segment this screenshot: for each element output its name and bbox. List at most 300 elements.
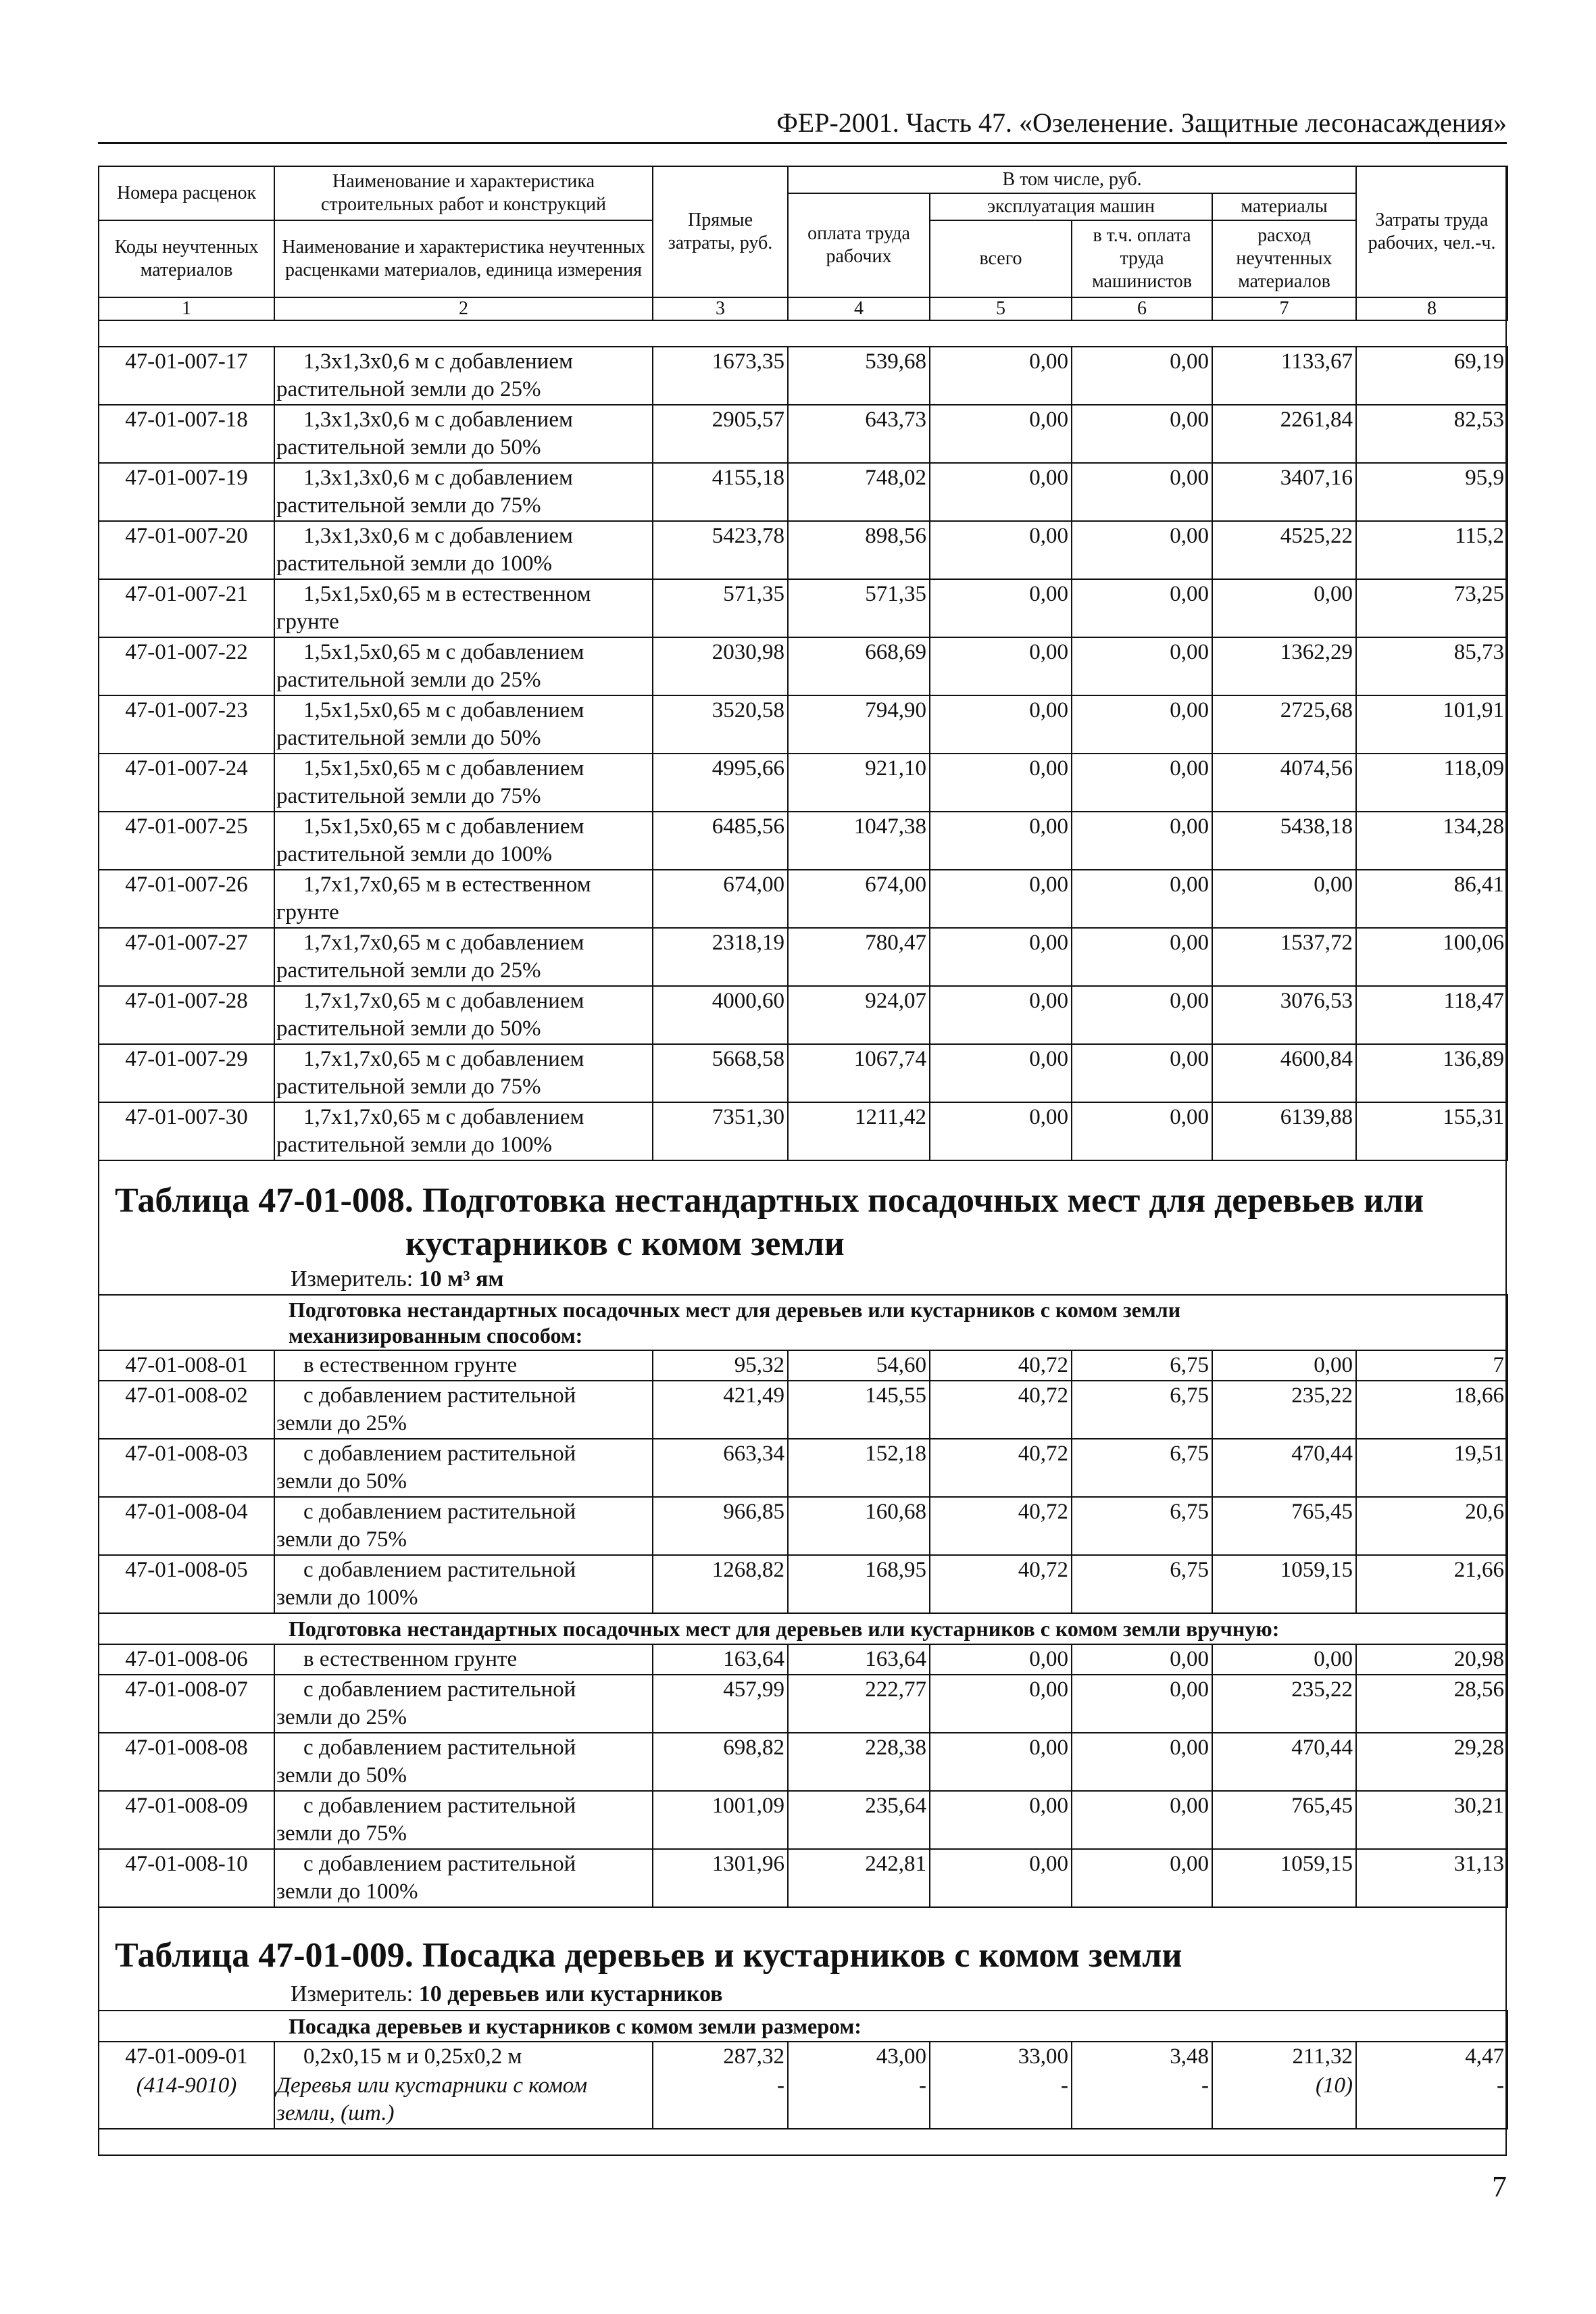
work-name-line1: 1,3х1,3х0,6 м с добавлением xyxy=(303,349,573,374)
group-heading-line2: механизированным способом: xyxy=(289,1323,583,1348)
measure-label: Измеритель: xyxy=(291,1981,414,2007)
work-name xyxy=(274,870,653,928)
work-name-line2: земли до 50% xyxy=(276,1469,407,1494)
labor-hours: 4,47 xyxy=(1356,2042,1507,2071)
machinists-pay: 0,00 xyxy=(1072,1675,1212,1733)
labor-cost: 748,02 xyxy=(788,463,930,521)
col8-header: Затраты труда рабочих, чел.-ч. xyxy=(1356,166,1507,297)
labor-hours: 30,21 xyxy=(1356,1791,1507,1849)
index-cell: 2 xyxy=(274,297,653,320)
col2-bottom-header: Наименование и характеристика неучтенных расценками материалов, единица измерения xyxy=(274,220,653,297)
work-name-line2: растительной земли до 25% xyxy=(276,958,541,983)
running-header: ФЕР-2001. Часть 47. «Озеленение. Защитные лесонасаждения» xyxy=(776,107,1507,138)
machinists-pay: 0,00 xyxy=(1072,1791,1212,1849)
machinists-pay: 0,00 xyxy=(1072,1102,1212,1160)
material-name-line2: земли, (шт.) xyxy=(276,2101,395,2125)
materials-cost: 1059,15 xyxy=(1212,1849,1356,1907)
labor-cost: 898,56 xyxy=(788,521,930,579)
materials-cost: 765,45 xyxy=(1212,1791,1356,1849)
materials-cost: 0,00 xyxy=(1212,870,1356,928)
work-name-line1: 1,7х1,7х0,65 м с добавлением xyxy=(303,1105,584,1129)
work-name xyxy=(274,754,653,812)
direct-cost: 421,49 xyxy=(653,1381,788,1439)
table-row xyxy=(99,1733,1507,1791)
rate-code: 47-01-007-29 xyxy=(99,1044,274,1102)
labor-cost: 168,95 xyxy=(788,1555,930,1613)
work-name xyxy=(274,637,653,695)
table-row xyxy=(99,1791,1507,1849)
machines-total: 40,72 xyxy=(930,1350,1072,1381)
work-name-line2: растительной земли до 50% xyxy=(276,726,541,750)
rate-code: 47-01-008-10 xyxy=(99,1849,274,1907)
work-name-line1: 1,7х1,7х0,65 м в естественном xyxy=(303,872,591,897)
table-008-title-line1: Таблица 47-01-008. Подготовка нестандартных посадочных мест для деревьев или xyxy=(115,1181,1424,1220)
work-name-line1: 1,5х1,5х0,65 м в естественном xyxy=(303,582,591,606)
rate-code: 47-01-008-07 xyxy=(99,1675,274,1733)
materials-cost: 3407,16 xyxy=(1212,463,1356,521)
materials-cost: 0,00 xyxy=(1212,1350,1356,1381)
table-row xyxy=(99,1350,1507,1381)
rate-code: 47-01-007-18 xyxy=(99,405,274,463)
materials-cost: 235,22 xyxy=(1212,1381,1356,1439)
machinists-pay: 0,00 xyxy=(1072,986,1212,1044)
rate-code: 47-01-008-08 xyxy=(99,1733,274,1791)
machines-total: 0,00 xyxy=(930,1791,1072,1849)
work-name-line2: земли до 100% xyxy=(276,1585,418,1610)
machines-total: 0,00 xyxy=(930,405,1072,463)
labor-hours: 20,98 xyxy=(1356,1644,1507,1675)
work-name-line2: земли до 50% xyxy=(276,1763,407,1788)
labor-hours: 31,13 xyxy=(1356,1849,1507,1907)
labor-cost: 1067,74 xyxy=(788,1044,930,1102)
machines-total: 0,00 xyxy=(930,870,1072,928)
machinists-pay: 0,00 xyxy=(1072,1644,1212,1675)
machinists-pay: 0,00 xyxy=(1072,405,1212,463)
direct-cost: 457,99 xyxy=(653,1675,788,1733)
work-name xyxy=(274,1439,653,1497)
work-name-line1: с добавлением растительной xyxy=(303,1558,576,1582)
labor-hours: 118,09 xyxy=(1356,754,1507,812)
direct-cost: 674,00 xyxy=(653,870,788,928)
work-name-line1: 1,3х1,3х0,6 м с добавлением xyxy=(303,466,573,490)
work-name-line2: земли до 25% xyxy=(276,1705,407,1729)
table-row xyxy=(99,463,1507,521)
machines-total: 0,00 xyxy=(930,812,1072,870)
material-machinists: - xyxy=(1072,2071,1212,2129)
labor-hours: 20,6 xyxy=(1356,1497,1507,1555)
work-name xyxy=(274,1733,653,1791)
machines-total: 0,00 xyxy=(930,463,1072,521)
work-name-line1: 1,5х1,5х0,65 м с добавлением xyxy=(303,756,584,781)
material-machines: - xyxy=(930,2071,1072,2129)
labor-hours: 134,28 xyxy=(1356,812,1507,870)
labor-hours: 21,66 xyxy=(1356,1555,1507,1613)
labor-cost: 780,47 xyxy=(788,928,930,986)
material-name-line1: Деревья или кустарники с комом xyxy=(276,2073,588,2098)
materials-cost: 1362,29 xyxy=(1212,637,1356,695)
work-name xyxy=(274,695,653,754)
labor-cost: 235,64 xyxy=(788,1791,930,1849)
work-name-line1: 1,3х1,3х0,6 м с добавлением xyxy=(303,408,573,432)
direct-cost: 966,85 xyxy=(653,1497,788,1555)
labor-cost: 643,73 xyxy=(788,405,930,463)
table-row xyxy=(99,579,1507,637)
labor-cost: 163,64 xyxy=(788,1644,930,1675)
index-cell: 3 xyxy=(653,297,788,320)
direct-cost: 7351,30 xyxy=(653,1102,788,1160)
machines-total: 0,00 xyxy=(930,754,1072,812)
labor-cost: 43,00 xyxy=(788,2042,930,2071)
rate-code: 47-01-008-03 xyxy=(99,1439,274,1497)
rate-code: 47-01-008-04 xyxy=(99,1497,274,1555)
direct-cost: 571,35 xyxy=(653,579,788,637)
table-47-01-008 xyxy=(98,1294,1508,1908)
direct-cost: 6485,56 xyxy=(653,812,788,870)
labor-cost: 228,38 xyxy=(788,1733,930,1791)
rate-code: 47-01-008-05 xyxy=(99,1555,274,1613)
work-name xyxy=(274,347,653,405)
machinists-pay: 0,00 xyxy=(1072,695,1212,754)
labor-cost: 794,90 xyxy=(788,695,930,754)
machines-total: 40,72 xyxy=(930,1381,1072,1439)
labor-cost: 54,60 xyxy=(788,1350,930,1381)
table-008-title-line2: кустарников с комом земли xyxy=(405,1225,845,1263)
work-name-line2: земли до 25% xyxy=(276,1411,407,1435)
table-row xyxy=(99,637,1507,695)
work-name xyxy=(274,521,653,579)
labor-cost: 571,35 xyxy=(788,579,930,637)
index-cell: 6 xyxy=(1072,297,1212,320)
labor-cost: 921,10 xyxy=(788,754,930,812)
machines-total: 0,00 xyxy=(930,1044,1072,1102)
work-name xyxy=(274,2042,653,2071)
work-name xyxy=(274,1044,653,1102)
measure-label: Измеритель: xyxy=(291,1266,414,1291)
table-009-measure xyxy=(291,1980,723,2009)
machinists-pay: 6,75 xyxy=(1072,1381,1212,1439)
machinists-pay: 6,75 xyxy=(1072,1350,1212,1381)
work-name xyxy=(274,1497,653,1555)
col1-bottom-header: Коды неучтенных материалов xyxy=(99,220,274,297)
labor-cost: 674,00 xyxy=(788,870,930,928)
direct-cost: 5668,58 xyxy=(653,1044,788,1102)
machines-total: 0,00 xyxy=(930,347,1072,405)
direct-cost: 95,32 xyxy=(653,1350,788,1381)
machinists-pay: 0,00 xyxy=(1072,928,1212,986)
work-name-line2: растительной земли до 75% xyxy=(276,493,541,518)
index-cell: 5 xyxy=(930,297,1072,320)
rate-code: 47-01-009-01 xyxy=(99,2042,274,2071)
material-name xyxy=(274,2071,653,2129)
direct-cost: 2318,19 xyxy=(653,928,788,986)
machines-total: 0,00 xyxy=(930,1849,1072,1907)
work-name-line1: с добавлением растительной xyxy=(303,1677,576,1702)
table-row xyxy=(99,1044,1507,1102)
machines-total: 0,00 xyxy=(930,521,1072,579)
table-row xyxy=(99,986,1507,1044)
labor-hours: 82,53 xyxy=(1356,405,1507,463)
labor-hours: 136,89 xyxy=(1356,1044,1507,1102)
machines-total: 0,00 xyxy=(930,695,1072,754)
work-name xyxy=(274,463,653,521)
table-row xyxy=(99,1497,1507,1555)
rate-code: 47-01-008-02 xyxy=(99,1381,274,1439)
rate-code: 47-01-007-21 xyxy=(99,579,274,637)
work-name-line2: земли до 75% xyxy=(276,1527,407,1552)
machines-total: 0,00 xyxy=(930,1733,1072,1791)
work-name-line2: растительной земли до 100% xyxy=(276,842,553,866)
measure-value: 10 деревьев или кустарников xyxy=(418,1981,723,2007)
column-header-table xyxy=(98,166,1508,321)
page-number: 7 xyxy=(1492,2170,1507,2203)
labor-cost: 539,68 xyxy=(788,347,930,405)
materials-cost: 2261,84 xyxy=(1212,405,1356,463)
machinists-pay: 6,75 xyxy=(1072,1439,1212,1497)
work-name-line1: с добавлением растительной xyxy=(303,1794,576,1818)
materials-cost: 2725,68 xyxy=(1212,695,1356,754)
direct-cost: 4995,66 xyxy=(653,754,788,812)
direct-cost: 163,64 xyxy=(653,1644,788,1675)
machines-group-header: эксплуатация машин xyxy=(930,193,1212,220)
machines-total: 0,00 xyxy=(930,1675,1072,1733)
materials-cost: 6139,88 xyxy=(1212,1102,1356,1160)
work-name xyxy=(274,579,653,637)
work-name-line1: 1,7х1,7х0,65 м с добавлением xyxy=(303,931,584,955)
labor-hours: 7 xyxy=(1356,1350,1507,1381)
col6-header: в т.ч. оплата труда машинистов xyxy=(1072,220,1212,297)
work-name xyxy=(274,812,653,870)
table-008-group-mechanized xyxy=(99,1295,1507,1350)
work-name-line2: растительной земли до 50% xyxy=(276,1016,541,1041)
direct-cost: 663,34 xyxy=(653,1439,788,1497)
direct-cost: 2030,98 xyxy=(653,637,788,695)
rate-code: 47-01-008-01 xyxy=(99,1350,274,1381)
labor-cost: 1211,42 xyxy=(788,1102,930,1160)
index-cell: 1 xyxy=(99,297,274,320)
labor-hours: 69,19 xyxy=(1356,347,1507,405)
work-name-line1: 1,7х1,7х0,65 м с добавлением xyxy=(303,989,584,1013)
table-row xyxy=(99,1555,1507,1613)
included-costs-header: В том числе, руб. xyxy=(788,166,1356,193)
labor-cost: 222,77 xyxy=(788,1675,930,1733)
labor-cost: 145,55 xyxy=(788,1381,930,1439)
materials-cost: 4074,56 xyxy=(1212,754,1356,812)
material-direct: - xyxy=(653,2071,788,2129)
machinists-pay: 0,00 xyxy=(1072,1849,1212,1907)
materials-cost: 765,45 xyxy=(1212,1497,1356,1555)
work-name xyxy=(274,986,653,1044)
labor-hours: 101,91 xyxy=(1356,695,1507,754)
machinists-pay: 6,75 xyxy=(1072,1497,1212,1555)
materials-cost: 4600,84 xyxy=(1212,1044,1356,1102)
rate-code: 47-01-007-23 xyxy=(99,695,274,754)
labor-hours: 115,2 xyxy=(1356,521,1507,579)
work-name xyxy=(274,1555,653,1613)
rate-code: 47-01-007-30 xyxy=(99,1102,274,1160)
labor-hours: 18,66 xyxy=(1356,1381,1507,1439)
col3-header: Прямые затраты, руб. xyxy=(653,166,788,297)
table-row xyxy=(99,695,1507,754)
table-row xyxy=(99,928,1507,986)
work-name xyxy=(274,1102,653,1160)
work-name xyxy=(274,1791,653,1849)
table-47-01-007 xyxy=(98,346,1508,1161)
work-name-line1: 0,2х0,15 м и 0,25х0,2 м xyxy=(303,2044,522,2069)
labor-cost: 1047,38 xyxy=(788,812,930,870)
direct-cost: 2905,57 xyxy=(653,405,788,463)
direct-cost: 1301,96 xyxy=(653,1849,788,1907)
labor-cost: 160,68 xyxy=(788,1497,930,1555)
index-cell: 7 xyxy=(1212,297,1356,320)
labor-cost: 668,69 xyxy=(788,637,930,695)
table-47-01-009 xyxy=(98,2010,1508,2130)
materials-cost: 4525,22 xyxy=(1212,521,1356,579)
materials-cost: 1059,15 xyxy=(1212,1555,1356,1613)
table-008-measure xyxy=(291,1265,504,1294)
rate-code: 47-01-008-06 xyxy=(99,1644,274,1675)
machines-total: 40,72 xyxy=(930,1497,1072,1555)
work-name-line1: с добавлением растительной xyxy=(303,1852,576,1876)
work-name xyxy=(274,928,653,986)
materials-cost: 1133,67 xyxy=(1212,347,1356,405)
machinists-pay: 0,00 xyxy=(1072,347,1212,405)
machines-total: 0,00 xyxy=(930,986,1072,1044)
table-row xyxy=(99,1849,1507,1907)
work-name-line2: растительной земли до 100% xyxy=(276,1133,553,1157)
rate-code: 47-01-007-28 xyxy=(99,986,274,1044)
direct-cost: 1673,35 xyxy=(653,347,788,405)
direct-cost: 4155,18 xyxy=(653,463,788,521)
labor-hours: 19,51 xyxy=(1356,1439,1507,1497)
machinists-pay: 0,00 xyxy=(1072,521,1212,579)
materials-cost: 235,22 xyxy=(1212,1675,1356,1733)
machines-total: 40,72 xyxy=(930,1555,1072,1613)
material-code: (414-9010) xyxy=(99,2071,274,2129)
labor-hours: 95,9 xyxy=(1356,463,1507,521)
work-name xyxy=(274,1644,653,1675)
index-cell: 8 xyxy=(1356,297,1507,320)
material-quantity: (10) xyxy=(1212,2071,1356,2129)
col2-top-header: Наименование и характеристика строительных работ и конструкций xyxy=(274,166,653,220)
table-row xyxy=(99,1644,1507,1675)
work-name-line1: в естественном грунте xyxy=(303,1647,518,1671)
machinists-pay: 0,00 xyxy=(1072,637,1212,695)
rate-code: 47-01-007-19 xyxy=(99,463,274,521)
work-name-line2: растительной земли до 50% xyxy=(276,435,541,460)
work-name-line1: 1,5х1,5х0,65 м с добавлением xyxy=(303,640,584,664)
work-name xyxy=(274,1350,653,1381)
table-009-title: Таблица 47-01-009. Посадка деревьев и кустарников с комом земли xyxy=(115,1936,1182,1975)
work-name-line2: растительной земли до 100% xyxy=(276,551,553,576)
materials-group-header: материалы xyxy=(1212,193,1356,220)
table-row xyxy=(99,521,1507,579)
col1-top-header: Номера расценок xyxy=(99,166,274,220)
direct-cost: 1001,09 xyxy=(653,1791,788,1849)
machines-total: 40,72 xyxy=(930,1439,1072,1497)
materials-cost: 0,00 xyxy=(1212,1644,1356,1675)
machinists-pay: 6,75 xyxy=(1072,1555,1212,1613)
work-name-line1: в естественном грунте xyxy=(303,1353,518,1377)
direct-cost: 4000,60 xyxy=(653,986,788,1044)
header-rule xyxy=(98,142,1507,144)
direct-cost: 5423,78 xyxy=(653,521,788,579)
rate-code: 47-01-007-27 xyxy=(99,928,274,986)
material-labor: - xyxy=(788,2071,930,2129)
work-name xyxy=(274,1381,653,1439)
work-name xyxy=(274,1849,653,1907)
work-name-line2: растительной земли до 25% xyxy=(276,377,541,401)
machinists-pay: 0,00 xyxy=(1072,754,1212,812)
work-name-line1: с добавлением растительной xyxy=(303,1500,576,1524)
machinists-pay: 0,00 xyxy=(1072,1733,1212,1791)
labor-hours: 155,31 xyxy=(1356,1102,1507,1160)
materials-cost: 0,00 xyxy=(1212,579,1356,637)
direct-cost: 3520,58 xyxy=(653,695,788,754)
labor-hours: 85,73 xyxy=(1356,637,1507,695)
table-row xyxy=(99,754,1507,812)
work-name-line1: с добавлением растительной xyxy=(303,1383,576,1408)
rate-code: 47-01-007-20 xyxy=(99,521,274,579)
col4-header: оплата труда рабочих xyxy=(788,193,930,297)
direct-cost: 1268,82 xyxy=(653,1555,788,1613)
labor-hours: 73,25 xyxy=(1356,579,1507,637)
rate-code: 47-01-008-09 xyxy=(99,1791,274,1849)
table-008-title xyxy=(115,1179,1493,1266)
rate-code: 47-01-007-24 xyxy=(99,754,274,812)
labor-cost: 152,18 xyxy=(788,1439,930,1497)
materials-cost: 5438,18 xyxy=(1212,812,1356,870)
col5-header: всего xyxy=(930,220,1072,297)
materials-cost: 470,44 xyxy=(1212,1439,1356,1497)
work-name-line1: с добавлением растительной xyxy=(303,1442,576,1466)
index-cell: 4 xyxy=(788,297,930,320)
work-name-line2: растительной земли до 75% xyxy=(276,784,541,808)
rate-code: 47-01-007-17 xyxy=(99,347,274,405)
table-row xyxy=(99,1675,1507,1733)
rate-code: 47-01-007-22 xyxy=(99,637,274,695)
machines-total: 0,00 xyxy=(930,1102,1072,1160)
table-row xyxy=(99,870,1507,928)
work-name-line2: грунте xyxy=(276,900,339,925)
rate-code: 47-01-007-26 xyxy=(99,870,274,928)
direct-cost: 698,82 xyxy=(653,1733,788,1791)
machines-total: 0,00 xyxy=(930,579,1072,637)
col7-header: расход неучтенных материалов xyxy=(1212,220,1356,297)
machines-total: 33,00 xyxy=(930,2042,1072,2071)
work-name-line2: земли до 75% xyxy=(276,1821,407,1846)
labor-hours: 86,41 xyxy=(1356,870,1507,928)
measure-value: 10 м³ ям xyxy=(418,1266,504,1291)
machinists-pay: 3,48 xyxy=(1072,2042,1212,2071)
machinists-pay: 0,00 xyxy=(1072,812,1212,870)
table-row xyxy=(99,1439,1507,1497)
table-row xyxy=(99,405,1507,463)
work-name-line1: 1,5х1,5х0,65 м с добавлением xyxy=(303,814,584,839)
work-name-line1: с добавлением растительной xyxy=(303,1736,576,1760)
work-name-line2: грунте xyxy=(276,610,339,634)
work-name-line2: растительной земли до 75% xyxy=(276,1075,541,1099)
rate-code: 47-01-007-25 xyxy=(99,812,274,870)
group-heading-line1: Подготовка нестандартных посадочных мест для деревьев или кустарников с комом земли xyxy=(289,1298,1181,1322)
work-name-line2: земли до 100% xyxy=(276,1879,418,1904)
labor-cost: 242,81 xyxy=(788,1849,930,1907)
machines-total: 0,00 xyxy=(930,637,1072,695)
materials-cost: 1537,72 xyxy=(1212,928,1356,986)
work-name-line1: 1,5х1,5х0,65 м с добавлением xyxy=(303,698,584,722)
work-name-line2: растительной земли до 25% xyxy=(276,668,541,692)
labor-hours: 29,28 xyxy=(1356,1733,1507,1791)
materials-cost: 211,32 xyxy=(1212,2042,1356,2071)
